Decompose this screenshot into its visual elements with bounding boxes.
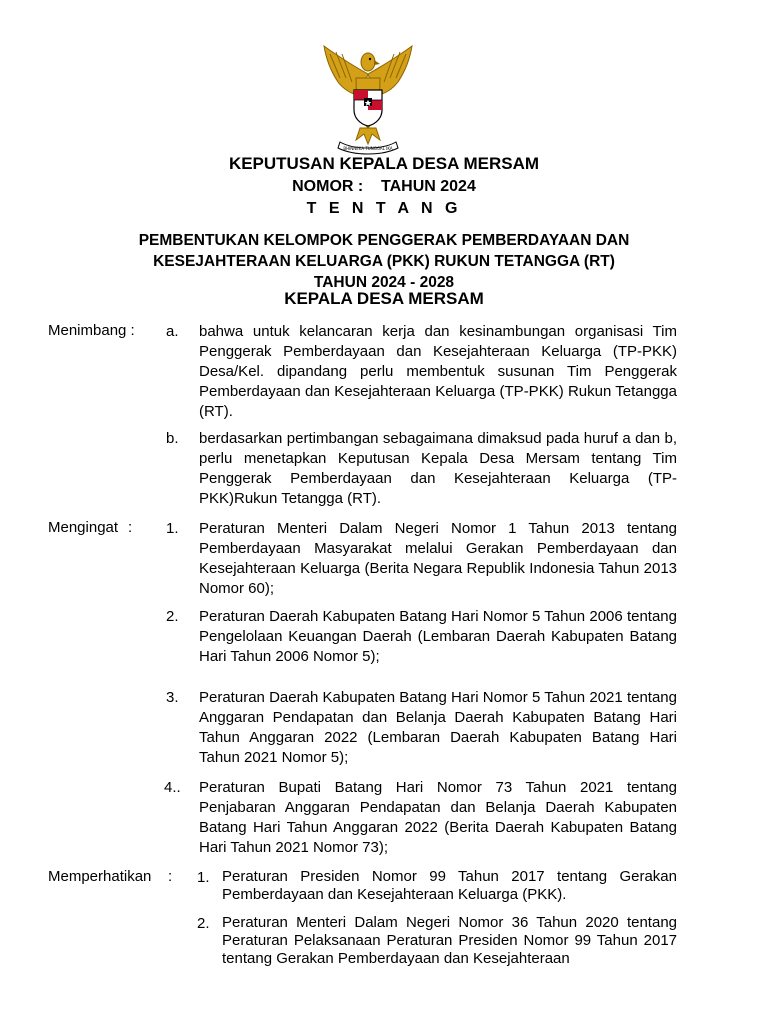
list-item-marker: b. <box>166 430 179 447</box>
list-item-marker: 2. <box>166 608 179 625</box>
list-item: bahwa untuk kelancaran kerja dan kesinambungan organisasi Tim Penggerak Pemberdayaan dan Kesejahteraan Keluarga (TP-PKK) Desa/Kel. dipandang perlu membentuk susunan Tim Penggerak Pemberdayaan dan Kesejahteraan Keluarga (TP-PKK) Rukun Tetangga (RT). <box>199 323 677 420</box>
list-item-marker: 4.. <box>164 779 181 796</box>
subject-line: PEMBENTUKAN KELOMPOK PENGGERAK PEMBERDAYAAN DAN <box>138 232 630 249</box>
memperhatikan-colon: : <box>168 868 173 885</box>
document-about: T E N T A N G <box>306 200 462 217</box>
garuda-pancasila-emblem-icon <box>320 44 416 156</box>
subject-line: TAHUN 2024 - 2028 <box>313 274 455 291</box>
list-item-marker: 1. <box>166 520 179 537</box>
list-item-marker: 2. <box>197 915 210 932</box>
list-item: Peraturan Daerah Kabupaten Batang Hari Nomor 5 Tahun 2006 tentang Pengelolaan Keuangan Daerah (Lembaran Daerah Kabupaten Batang Hari Tahun 2006 Nomor 5); <box>199 608 677 665</box>
mengingat-label: Mengingat <box>48 519 119 536</box>
subject-line: KESEJAHTERAAN KELUARGA (PKK) RUKUN TETANGGA (RT) <box>153 253 615 270</box>
menimbang-label: Menimbang : <box>48 322 135 339</box>
emblem-motto: BHINNEKA TUNGGAL IKA <box>343 146 393 151</box>
document-authority: KEPALA DESA MERSAM <box>284 289 484 308</box>
list-item: Peraturan Daerah Kabupaten Batang Hari Nomor 5 Tahun 2021 tentang Anggaran Pendapatan dan Belanja Daerah Kabupaten Batang Hari Tahun Anggaran 2022 (Lembaran Daerah Kabupaten Batang Hari Tahun 2021 Nomor 5); <box>199 689 677 766</box>
list-item-marker: 1. <box>197 869 210 886</box>
mengingat-colon: : <box>128 519 133 536</box>
memperhatikan-label: Memperhatikan <box>48 868 152 885</box>
document-title: KEPUTUSAN KEPALA DESA MERSAM <box>228 154 540 173</box>
list-item: Peraturan Menteri Dalam Negeri Nomor 1 Tahun 2013 tentang Pemberdayaan Masyarakat melalui Gerakan Pemberdayaan dan Kesejahteraan Keluarga (Berita Negara Republik Indonesia Tahun 2013 Nomor 60); <box>199 520 677 597</box>
list-item-marker: 3. <box>166 689 179 706</box>
document-subject <box>0 230 768 293</box>
list-item: berdasarkan pertimbangan sebagaimana dimaksud pada huruf a dan b, perlu menetapkan Keputusan Kepala Desa Mersam tentang Tim Penggerak Pemberdayaan dan Kesejahteraan Keluarga (TP-PKK)Rukun Tetangga (RT). <box>199 430 677 507</box>
list-item: Peraturan Bupati Batang Hari Nomor 73 Tahun 2021 tentang Penjabaran Anggaran Pendapatan dan Belanja Daerah Kabupaten Batang Hari Tahun Anggaran 2022 (Berita Daerah Kabupaten Batang Hari Tahun 2021 Nomor 73); <box>199 779 677 856</box>
list-item: Peraturan Presiden Nomor 99 Tahun 2017 tentang Gerakan Pemberdayaan dan Kesejahteraan Keluarga (PKK). <box>222 868 677 903</box>
document-number: NOMOR : TAHUN 2024 <box>292 178 476 195</box>
list-item-marker: a. <box>166 323 179 340</box>
list-item: Peraturan Menteri Dalam Negeri Nomor 36 Tahun 2020 tentang Peraturan Pelaksanaan Peraturan Presiden Nomor 99 Tahun 2017 tentang Gerakan Pemberdayaan dan Kesejahteraan <box>222 914 677 967</box>
